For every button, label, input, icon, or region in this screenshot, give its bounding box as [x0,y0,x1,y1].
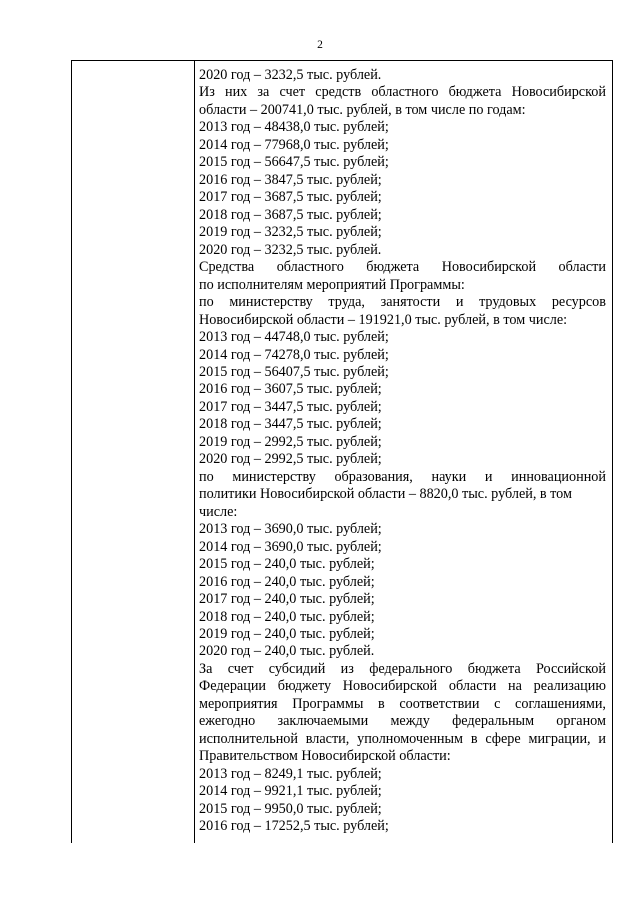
text-line: 2015 год – 56407,5 тыс. рублей; [199,363,389,380]
page-number: 2 [317,39,323,51]
text-line: 2020 год – 3232,5 тыс. рублей. [199,241,382,258]
text-line: 2015 год – 240,0 тыс. рублей; [199,556,375,573]
text-line: 2014 год – 3690,0 тыс. рублей; [199,538,382,555]
text-line: по министерству труда, занятости и трудовых ресурсов [199,294,606,311]
text-line: 2019 год – 240,0 тыс. рублей; [199,626,375,642]
text-line: 2015 год – 56647,5 тыс. рублей; [199,154,389,171]
text-line: 2020 год – 240,0 тыс. рублей. [199,643,375,660]
text-line: 2019 год – 3232,5 тыс. рублей; [199,224,382,241]
text-line: 2014 год – 9921,1 тыс. рублей; [199,783,382,800]
text-line: 2013 год – 44748,0 тыс. рублей; [199,329,389,346]
funding-text-lines [199,67,612,836]
text-line: 2018 год – 3447,5 тыс. рублей; [199,416,382,433]
text-line: 2018 год – 240,0 тыс. рублей; [199,608,375,625]
text-line: 2016 год – 3847,5 тыс. рублей; [199,171,382,188]
text-line: 2020 год – 3232,5 тыс. рублей. [199,67,382,83]
table-right-cell [195,61,612,843]
text-line: 2013 год – 48438,0 тыс. рублей; [199,119,389,136]
text-line: 2019 год – 2992,5 тыс. рублей; [199,433,382,450]
text-line: Федерации бюджету Новосибирской области на реализацию [199,678,606,695]
text-line: 2020 год – 2992,5 тыс. рублей; [199,451,382,468]
text-line: Новосибирской области – 191921,0 тыс. рублей, в том числе: [199,311,568,328]
text-line: области – 200741,0 тыс. рублей, в том числе по годам: [199,101,526,118]
text-line: исполнительной власти, уполномоченным в сфере миграции, и [199,730,606,747]
text-line: 2018 год – 3687,5 тыс. рублей; [199,206,382,223]
text-line: Из них за счет средств областного бюджета Новосибирской [199,84,606,101]
text-line: 2017 год – 3687,5 тыс. рублей; [199,189,382,206]
text-line: по министерству образования, науки и инновационной [199,468,606,485]
text-line: по исполнителям мероприятий Программы: [199,276,465,293]
text-line: 2017 год – 3447,5 тыс. рублей; [199,398,382,415]
text-line: 2016 год – 17252,5 тыс. рублей; [199,818,389,835]
text-line: ежегодно заключаемыми между федеральным органом [199,713,606,730]
text-line: Правительством Новосибирской области: [199,748,451,765]
text-line: 2017 год – 240,0 тыс. рублей; [199,591,375,608]
text-line: 2013 год – 3690,0 тыс. рублей; [199,521,382,538]
text-line: 2015 год – 9950,0 тыс. рублей; [199,800,382,817]
table-left-cell [72,61,195,843]
text-line: 2016 год – 3607,5 тыс. рублей; [199,381,382,398]
text-line: 2013 год – 8249,1 тыс. рублей; [199,765,382,782]
text-line: политики Новосибирской области – 8820,0 тыс. рублей, в том [199,486,572,503]
text-line: мероприятия Программы в соответствии с соглашениями, [199,695,606,712]
text-line: За счет субсидий из федерального бюджета Российской [199,660,606,677]
program-funding-table [71,60,613,843]
text-line: числе: [199,503,238,520]
text-line: Средства областного бюджета Новосибирской области [199,259,606,276]
text-line: 2016 год – 240,0 тыс. рублей; [199,573,375,590]
text-line: 2014 год – 77968,0 тыс. рублей; [199,136,389,153]
text-line: 2014 год – 74278,0 тыс. рублей; [199,346,389,363]
